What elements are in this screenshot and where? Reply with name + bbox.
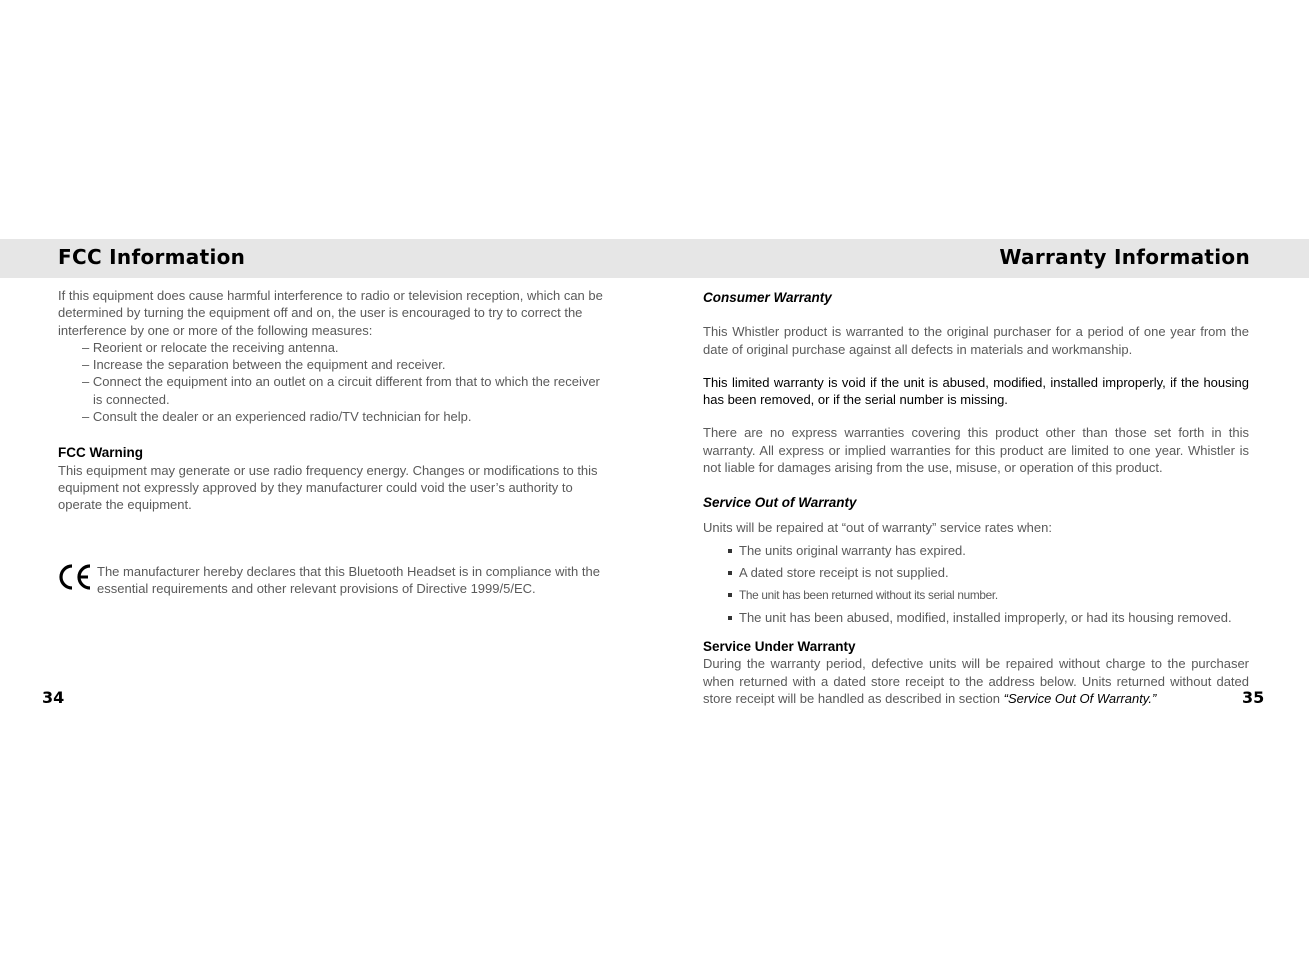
bullet-text: The units original warranty has expired. [739, 542, 966, 558]
bullet-text: The unit has been returned without its serial number. [739, 587, 998, 602]
fcc-measure-item: – Reorient or relocate the receiving antenna. [82, 339, 339, 355]
consumer-warranty-text: This Whistler product is warranted to the original purchaser for a period of one year from the date of original purchase against all defects in materials and workmanship. [703, 324, 1249, 357]
list-item [703, 609, 1249, 626]
out-of-warranty-list [703, 542, 1249, 626]
fcc-measures-list [58, 339, 604, 425]
fcc-warning-heading: FCC Warning [58, 445, 143, 461]
consumer-warranty-heading: Consumer Warranty [703, 290, 832, 305]
page-number-left: 34 [42, 688, 65, 707]
bullet-square-icon [728, 571, 732, 575]
list-item [703, 586, 1249, 604]
fcc-measure-item: – Increase the separation between the equipment and receiver. [82, 357, 446, 373]
bullet-square-icon [728, 616, 732, 620]
ce-statement: The manufacturer hereby declares that this Bluetooth Headset is in compliance with the essential requirements and other relevant provisions of Directive 1999/5/EC. [97, 564, 600, 597]
fcc-measure-item: – Connect the equipment into an outlet on a circuit different from that to which the receiver is connected. [82, 374, 600, 407]
fcc-intro-paragraph: If this equipment does cause harmful interference to radio or television reception, which can be determined by turning the equipment off and on, the user is encouraged to try to correct the interference by one or more of the following measures: [58, 288, 603, 338]
warranty-information-title: Warranty Information [999, 245, 1250, 269]
list-item [703, 564, 1249, 581]
under-warranty-body: During the warranty period, defective units will be repaired without charge to the purchaser when returned with a dated store receipt to the address below. Units returned without dated store receipt will be handled as described in section [703, 656, 1249, 706]
bullet-text: A dated store receipt is not supplied. [739, 564, 949, 580]
service-out-of-warranty-heading: Service Out of Warranty [703, 495, 857, 511]
list-item [703, 542, 1249, 559]
ce-mark-icon [58, 563, 92, 591]
left-page-content [58, 287, 604, 514]
ce-compliance-block [58, 563, 618, 598]
fcc-measure-item: – Consult the dealer or an experienced radio/TV technician for help. [82, 409, 472, 425]
fcc-information-title: FCC Information [58, 245, 246, 269]
page-number-right: 35 [1242, 688, 1265, 707]
bullet-square-icon [728, 549, 732, 553]
bullet-square-icon [728, 593, 732, 597]
service-under-warranty-heading: Service Under Warranty [703, 638, 856, 654]
under-warranty-reference: “Service Out Of Warranty.” [1003, 690, 1157, 706]
fcc-warning-text: This equipment may generate or use radio frequency energy. Changes or modifications to this equipment not expressly approved by they manufacturer could void the user’s authority to operate the equipment. [58, 462, 598, 513]
out-of-warranty-intro: Units will be repaired at “out of warranty” service rates when: [703, 519, 1052, 535]
right-page-content [703, 289, 1249, 707]
express-warranty-text: There are no express warranties covering this product other than those set forth in this warranty. All express or implied warranties for this product are limited to one year. Whistler is not liable for damages arising from the use, misuse, or operation of this product. [703, 425, 1249, 476]
warranty-void-text: This limited warranty is void if the unit is abused, modified, installed improperly, if the housing has been removed, or if the serial number is missing. [703, 374, 1249, 408]
fcc-warning-section [58, 444, 604, 513]
bullet-text: The unit has been abused, modified, installed improperly, or had its housing removed. [739, 609, 1232, 625]
under-warranty-text [703, 655, 1249, 707]
